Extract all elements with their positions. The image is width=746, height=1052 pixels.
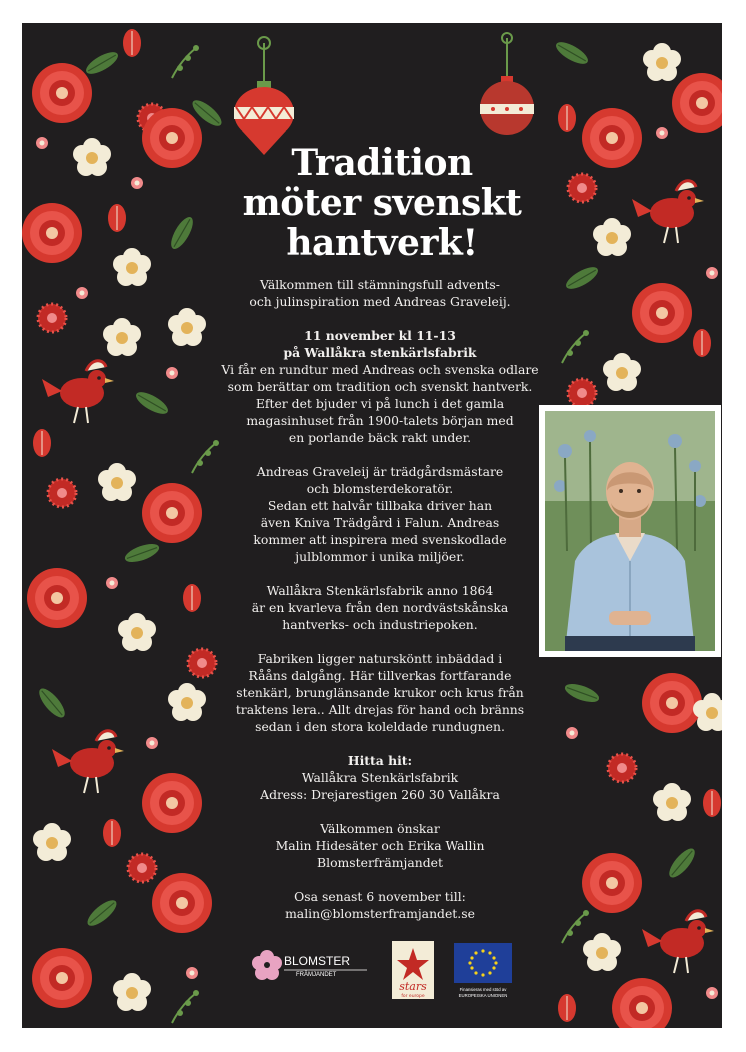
blomster-logo-sub: FRÄMJANDET — [296, 972, 337, 978]
event-line: som berättar om tradition och svenskt hantverk. — [227, 379, 533, 394]
directions-heading: Hitta hit: — [347, 753, 413, 768]
title-line-3: hantverk! — [286, 222, 478, 264]
eu-logo-line-2: EUROPEISKA UNIONEN — [458, 993, 508, 998]
factory-line: Fabriken ligger natursköntt inbäddad i — [257, 651, 503, 666]
intro-line: och julinspiration med Andreas Graveleij. — [249, 294, 511, 309]
andreas-line: och blomsterdekoratör. — [306, 481, 454, 496]
andreas-line: julblommor i unika miljöer. — [295, 549, 465, 564]
factory-line: Rååns dalgång. Här tillverkas fortfarande — [248, 668, 512, 683]
directions-name: Wallåkra Stenkärlsfabrik — [301, 770, 459, 785]
rsvp-line: Osa senast 6 november till: — [294, 889, 466, 904]
event-line: magasinhuset från 1900-talets början med — [246, 413, 514, 428]
invitation-text — [192, 276, 568, 922]
ornament-right — [480, 38, 534, 135]
portrait-illustration — [545, 411, 715, 651]
event-line: Vi får en rundtur med Andreas och svenska odlare — [221, 362, 539, 377]
stars-logo-name: stars — [399, 980, 427, 993]
page-title — [217, 143, 547, 263]
title-line-2: möter svenskt — [242, 182, 522, 224]
event-date: 11 november kl 11-13 — [304, 328, 456, 343]
andreas-photo — [539, 405, 721, 657]
blomster-logo — [252, 950, 367, 980]
intro-line: Välkommen till stämningsfull advents- — [260, 277, 500, 292]
welcome-hosts: Malin Hidesäter och Erika Wallin — [275, 838, 485, 853]
directions-address: Adress: Drejarestigen 260 30 Vallåkra — [260, 787, 500, 802]
history-line: Wallåkra Stenkärlsfabrik anno 1864 — [266, 583, 494, 598]
sponsor-logos — [22, 938, 722, 1008]
andreas-line: även Kniva Trädgård i Falun. Andreas — [260, 515, 500, 530]
blomster-logo-name: BLOMSTER — [284, 954, 351, 968]
eu-logo — [454, 943, 512, 998]
welcome-org: Blomsterfrämjandet — [317, 855, 443, 870]
andreas-line: Sedan ett halvår tillbaka driver han — [267, 498, 493, 513]
factory-line: stenkärl, brunglänsande krukor och krus från — [236, 685, 524, 700]
history-line: hantverks- och industriepoken. — [282, 617, 478, 632]
eu-logo-line-1: Finansieras med stöd av — [459, 987, 507, 992]
factory-line: traktens lera.. Allt drejas för hand och bränns — [235, 702, 525, 717]
ornament-left — [234, 43, 294, 155]
event-line: Efter det bjuder vi på lunch i det gamla — [255, 396, 505, 411]
andreas-line: Andreas Graveleij är trädgårdsmästare — [256, 464, 504, 479]
event-line: en porlande bäck rakt under. — [288, 430, 472, 445]
history-line: är en kvarleva från den nordvästskånska — [251, 600, 509, 615]
title-line-1: Tradition — [291, 142, 473, 184]
welcome-line: Välkommen önskar — [320, 821, 440, 836]
stars-logo-sub: for europe — [401, 994, 425, 999]
stars-for-europe-logo — [392, 941, 434, 999]
event-venue: på Wallåkra stenkärlsfabrik — [283, 345, 477, 360]
factory-line: sedan i den stora koleldade rundugnen. — [255, 719, 505, 734]
rsvp-email[interactable]: malin@blomsterframjandet.se — [285, 906, 475, 921]
andreas-line: kommer att inspirera med svenskodlade — [253, 532, 507, 547]
poster — [22, 23, 722, 1028]
